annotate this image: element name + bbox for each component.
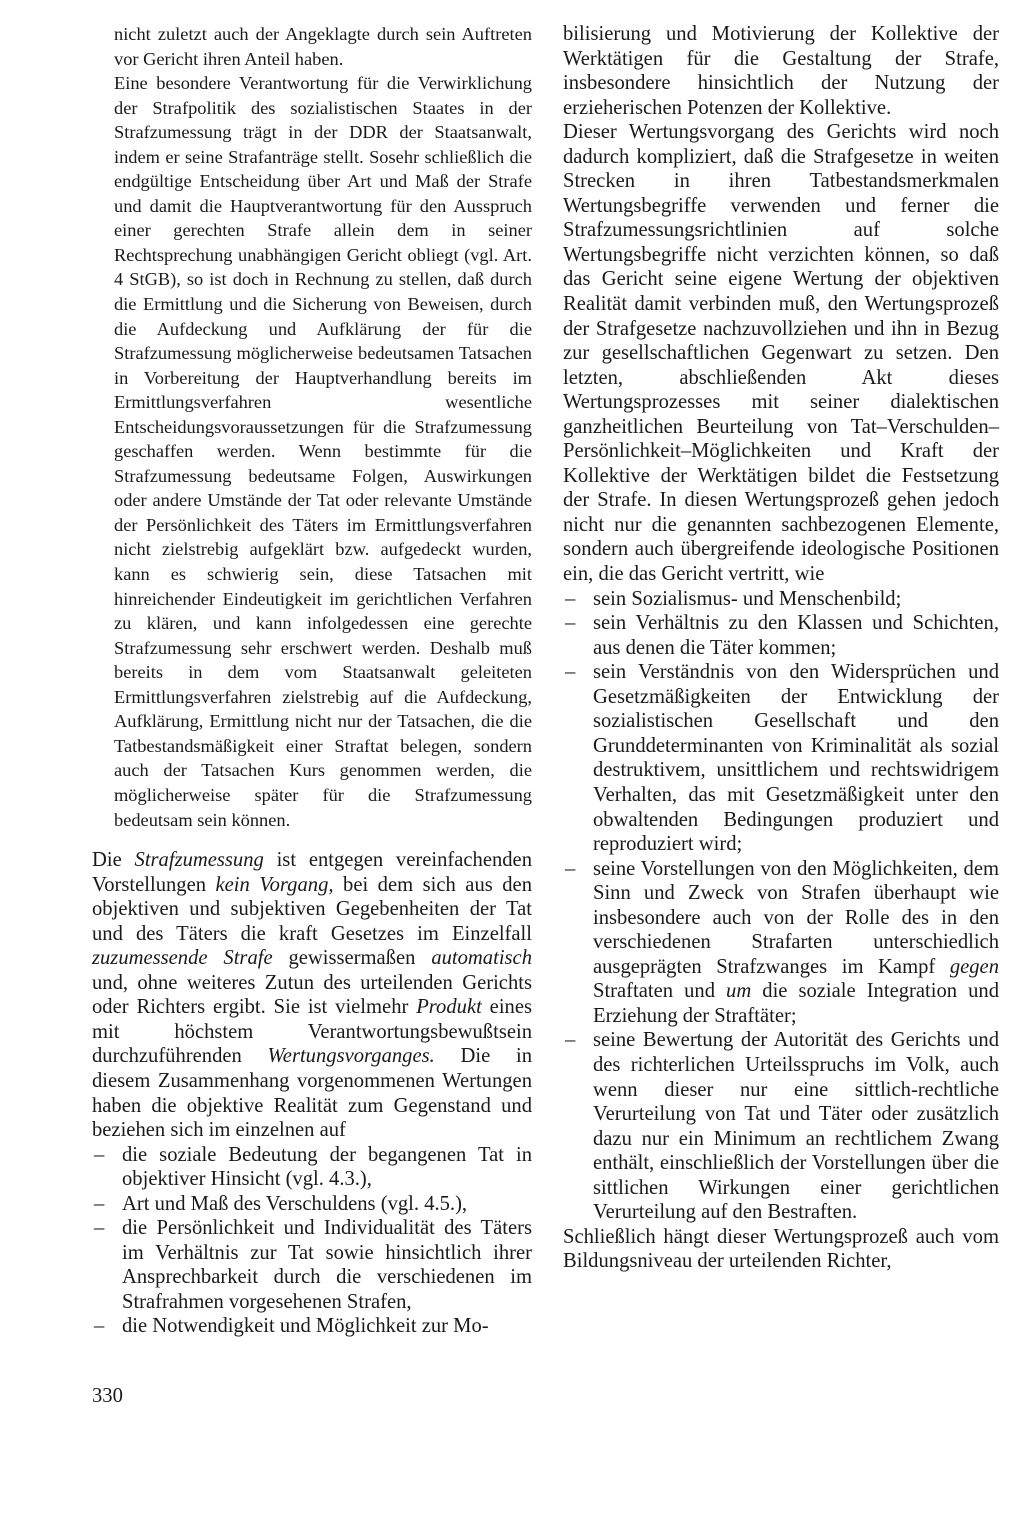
text-run: seine Vorstellungen von den Möglichkeiten, dem Sinn und Zweck von Strafen überhaupt wie insbesondere auch von der Rolle des in den verschiedenen Strafarten unterschiedlich ausgeprägten Strafzwanges im Kampf: [593, 857, 999, 978]
paragraph-gap: [92, 832, 532, 848]
small-paragraph-1: nicht zuletzt auch der Angeklagte durch sein Auftreten vor Gericht ihren Anteil haben.: [114, 24, 532, 69]
text-run: Die: [92, 849, 135, 872]
page-number: 330: [92, 1385, 123, 1407]
emphasis-run: automatisch: [431, 947, 532, 970]
left-column: [92, 22, 532, 1339]
list-item: – Art und Maß des Verschuldens (vgl. 4.5.),: [92, 1192, 532, 1217]
text-run: bei dem sich aus den objektiven und subjektiven Gegebenheiten der Tat und des Täters die kraft Gesetzes im Einzelfall: [92, 873, 532, 945]
list-item: [563, 857, 999, 1029]
text-run: eines mit höchstem Verantwortungsbewußtsein durchzuführenden: [92, 996, 532, 1068]
emphasis-run: gegen: [949, 955, 999, 978]
ideological-positions-list: [563, 587, 999, 1225]
final-paragraph: Schließlich hängt dieser Wertungsprozeß auch vom Bildungsniveau der urteilenden Richter,: [563, 1225, 999, 1273]
emphasis-run: um: [726, 980, 752, 1003]
list-item: – die Persönlichkeit und Individualität des Täters im Verhältnis zur Tat sowie hinsichtlich ihrer Ansprechbarkeit durch die verschiedenen im Strafrahmen vorgesehenen Strafen,: [92, 1216, 532, 1314]
list-item: – sein Verständnis von den Widersprüchen und Gesetzmäßigkeiten der Entwicklung der sozialistischen Gesellschaft und den Grunddeterminanten von Kriminalität als sozial destruktivem, unsittlichem und rechtswidrigem Verhalten, das mit Gesetzmäßigkeit unter den obwaltenden Bedingungen produziert und reproduziert wird;: [563, 660, 999, 856]
emphasis-run: zuzumessende Strafe: [92, 947, 273, 970]
emphasis-run: Strafzumessung: [134, 849, 264, 872]
evaluation-list: [92, 1143, 532, 1339]
emphasis-run: Produkt: [416, 996, 482, 1019]
list-item: – seine Bewertung der Autorität des Gerichts und des richterlichen Urteilsspruchs im Volk, auch wenn dieser nur eine sittlich-rechtliche Verurteilung von Tat und Täter oder zusätzlich dazu nur ein Minimum an rechtlichem Zwang enthält, einschließlich der Vorstellungen über die sittlichen Wirkungen einer gerichtlichen Verurteilung auf den Bestraften.: [563, 1028, 999, 1224]
text-run: ist entgegen vereinfachenden Vorstellungen: [92, 849, 532, 896]
small-paragraph-2: Eine besondere Verantwortung für die Verwirklichung der Strafpolitik des sozialistischen Staates in der Strafzumessung trägt in der DDR der Staatsanwalt, indem er seine Strafanträge stellt. Sosehr schließlich die endgültige Entscheidung über Art und Maß der Strafe und damit die Hauptverantwortung für den Ausspruch einer gerechten Strafe allein dem in seiner Rechtsprechung unabhängigen Gericht obliegt (vgl. Art. 4 StGB), so ist doch in Rechnung zu stellen, daß durch die Ermittlung und die Sicherung von Beweisen, durch die Aufdeckung und Aufklärung der für die Strafzumessung möglicherweise bedeutsamen Tatsachen in Vorbereitung der Hauptverhandlung bereits im Ermittlungsverfahren wesentliche Entscheidungsvoraussetzungen für die Strafzumessung geschaffen werden. Wenn bestimmte für die Strafzumessung bedeutsame Folgen, Auswirkungen oder andere Umstände der Tat oder relevante Umstände der Persönlichkeit des Täters im Ermittlungsverfahren nicht zielstrebig aufgeklärt bzw. aufgedeckt wurden, kann es schwierig sein, diese Tatsachen mit hinreichender Eindeutigkeit im gerichtlichen Verfahren zu klären, und kann infolgedessen eine gerechte Strafzumessung sehr erschwert werden. Deshalb muß bereits in dem vom Staatsanwalt geleiteten Ermittlungsverfahren zielstrebig auf die Aufdeckung, Aufklärung, Ermittlung nicht nur der Tatsachen, die die Tatbestandsmäßigkeit einer Straftat belegen, sondern auch der Tatsachen Kurs genommen werden, die möglicherweise später für die Strafzumessung bedeutsam sein können.: [114, 73, 532, 830]
evaluation-paragraph: Dieser Wertungsvorgang des Gerichts wird noch dadurch kompliziert, daß die Strafgesetze in weiten Strecken in ihren Tatbestandsmerkmalen Wertungsbegriffe verwenden und ferner die Strafzumessungsrichtlinien auf solche Wertungsbegriffe nicht verzichten können, so daß das Gericht seine eigene Wertung der objektiven Realität damit verbinden muß, den Wertungsprozeß der Strafgesetze nachzuvollziehen und ihn in Bezug zur gesellschaftlichen Gegenwart zu setzen. Den letzten, abschließenden Akt dieses Wertungsprozesses mit seiner dialektischen ganzheitlichen Beurteilung von Tat–Verschulden–Persönlichkeit–Möglichkeiten und Kraft der Kollektive der Werktätigen bildet die Festsetzung der Strafe. In diesen Wertungsprozeß gehen jedoch nicht nur die genannten sachbezogenen Elemente, sondern auch übergreifende ideologische Positionen ein, die das Gericht vertritt, wie: [563, 121, 999, 586]
list-item: – sein Verhältnis zu den Klassen und Schichten, aus denen die Täter kommen;: [563, 611, 999, 660]
text-run: und, ohne weiteres Zutun des urteilenden Gerichts oder Richters ergibt. Sie ist vielmehr: [92, 971, 532, 1019]
continuation-paragraph: bilisierung und Motivierung der Kollektive der Werktätigen für die Gestaltung der Strafe, insbesondere hinsichtlich der Nutzung der erzieherischen Potenzen der Kollektive.: [563, 23, 999, 119]
right-column: [563, 22, 999, 1274]
list-item: – die Notwendigkeit und Möglichkeit zur Mo-: [92, 1314, 532, 1339]
text-run: gewissermaßen: [272, 947, 432, 970]
main-paragraph: [92, 848, 532, 1143]
emphasis-run: Wertungsvorganges.: [267, 1045, 435, 1068]
list-item: – sein Sozialismus- und Menschenbild;: [563, 587, 999, 612]
list-item: – die soziale Bedeutung der begangenen Tat in objektiver Hinsicht (vgl. 4.3.),: [92, 1143, 532, 1192]
text-run: Straftaten und: [593, 980, 727, 1003]
emphasis-run: kein Vorgang,: [215, 873, 334, 896]
text-run: die soziale Integration und Erziehung der Straftäter;: [593, 980, 999, 1027]
text-run: Die in diesem Zusammenhang vorgenommenen Wertungen haben die objektive Realität zum Gegenstand und beziehen sich im einzelnen auf: [92, 1045, 532, 1142]
